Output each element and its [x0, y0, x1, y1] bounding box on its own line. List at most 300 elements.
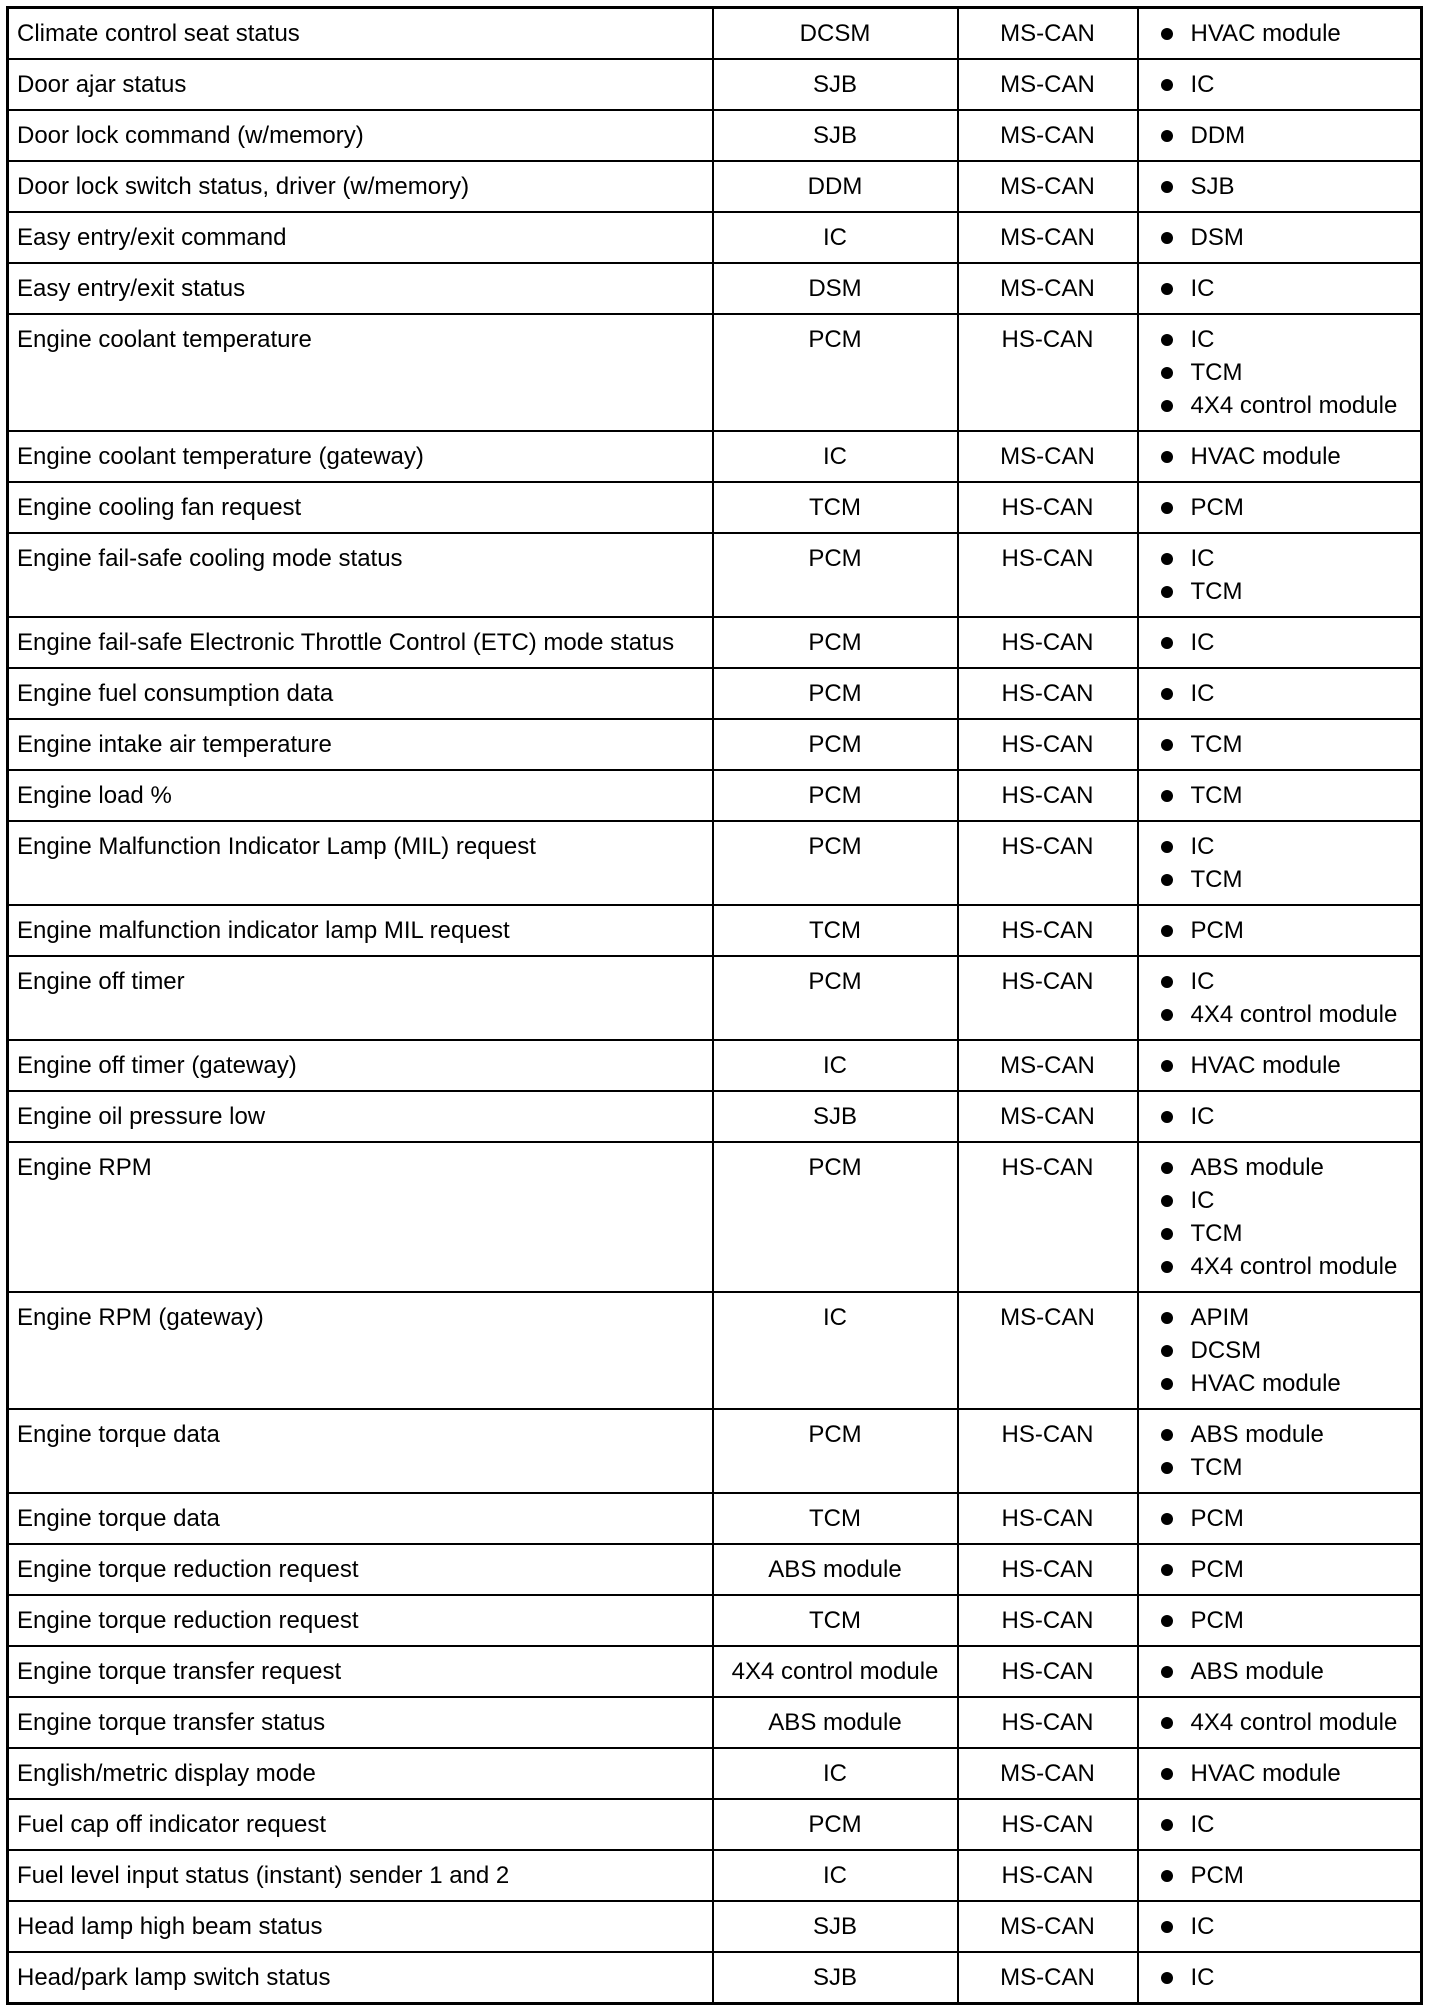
- receiving-module-label: IC: [1190, 275, 1215, 302]
- originating-module-cell: PCM: [713, 533, 958, 617]
- bullet-icon: [1161, 1819, 1173, 1831]
- originating-module-cell: 4X4 control module: [713, 1646, 958, 1697]
- receiving-modules-cell: [1138, 617, 1422, 668]
- receiving-modules-list: [1161, 1553, 1413, 1586]
- receiving-modules-list: [1161, 272, 1413, 305]
- network-cell: HS-CAN: [958, 1544, 1138, 1595]
- bullet-icon: [1161, 1768, 1173, 1780]
- list-item: [1161, 1808, 1413, 1841]
- message-cell: Engine RPM: [8, 1142, 713, 1292]
- bullet-icon: [1161, 1261, 1173, 1273]
- message-cell: Engine malfunction indicator lamp MIL request: [8, 905, 713, 956]
- network-cell: HS-CAN: [958, 314, 1138, 431]
- message-cell: Engine cooling fan request: [8, 482, 713, 533]
- bullet-icon: [1161, 283, 1173, 295]
- receiving-modules-list: [1161, 1706, 1413, 1739]
- list-item: [1161, 1655, 1413, 1688]
- message-cell: Engine off timer: [8, 956, 713, 1040]
- receiving-modules-cell: [1138, 1409, 1422, 1493]
- network-cell: MS-CAN: [958, 263, 1138, 314]
- list-item: [1161, 221, 1413, 254]
- bullet-icon: [1161, 1195, 1173, 1207]
- receiving-modules-list: [1161, 914, 1413, 947]
- network-cell: HS-CAN: [958, 770, 1138, 821]
- receiving-module-label: PCM: [1190, 1556, 1244, 1583]
- receiving-modules-list: [1161, 728, 1413, 761]
- list-item: [1161, 1706, 1413, 1739]
- receiving-module-label: HVAC module: [1190, 443, 1341, 470]
- receiving-module-label: 4X4 control module: [1190, 1001, 1398, 1028]
- receiving-module-label: ABS module: [1190, 1421, 1324, 1448]
- list-item: [1161, 1553, 1413, 1586]
- receiving-modules-list: [1161, 1910, 1413, 1943]
- network-cell: MS-CAN: [958, 161, 1138, 212]
- list-item: [1161, 1301, 1413, 1334]
- list-item: [1161, 1217, 1413, 1250]
- message-cell: Engine coolant temperature: [8, 314, 713, 431]
- receiving-module-label: TCM: [1190, 731, 1243, 758]
- receiving-modules-cell: [1138, 821, 1422, 905]
- list-item: [1161, 830, 1413, 863]
- network-cell: HS-CAN: [958, 1697, 1138, 1748]
- receiving-module-label: IC: [1190, 1103, 1215, 1130]
- network-cell: HS-CAN: [958, 1850, 1138, 1901]
- receiving-module-label: IC: [1190, 629, 1215, 656]
- receiving-modules-cell: [1138, 1142, 1422, 1292]
- message-cell: Engine coolant temperature (gateway): [8, 431, 713, 482]
- receiving-modules-list: [1161, 1808, 1413, 1841]
- message-cell: Engine torque data: [8, 1493, 713, 1544]
- bullet-icon: [1161, 1615, 1173, 1627]
- receiving-module-label: HVAC module: [1190, 1760, 1341, 1787]
- receiving-module-label: PCM: [1190, 1607, 1244, 1634]
- receiving-modules-list: [1161, 221, 1413, 254]
- table-row: [8, 533, 1422, 617]
- receiving-modules-list: [1161, 1100, 1413, 1133]
- receiving-module-label: IC: [1190, 1811, 1215, 1838]
- list-item: [1161, 1100, 1413, 1133]
- receiving-module-label: APIM: [1190, 1304, 1250, 1331]
- receiving-modules-cell: [1138, 1646, 1422, 1697]
- originating-module-cell: ABS module: [713, 1697, 958, 1748]
- originating-module-cell: IC: [713, 212, 958, 263]
- message-cell: Engine torque transfer request: [8, 1646, 713, 1697]
- network-cell: HS-CAN: [958, 905, 1138, 956]
- list-item: [1161, 1502, 1413, 1535]
- table-row: [8, 1646, 1422, 1697]
- message-cell: Easy entry/exit status: [8, 263, 713, 314]
- network-cell: HS-CAN: [958, 668, 1138, 719]
- bullet-icon: [1161, 1921, 1173, 1933]
- bullet-icon: [1161, 232, 1173, 244]
- receiving-modules-list: [1161, 677, 1413, 710]
- receiving-module-label: IC: [1190, 680, 1215, 707]
- receiving-module-label: HVAC module: [1190, 1370, 1341, 1397]
- originating-module-cell: SJB: [713, 1091, 958, 1142]
- bullet-icon: [1161, 1162, 1173, 1174]
- message-cell: Fuel level input status (instant) sender 1 and 2: [8, 1850, 713, 1901]
- receiving-modules-cell: [1138, 956, 1422, 1040]
- originating-module-cell: SJB: [713, 1901, 958, 1952]
- bullet-icon: [1161, 79, 1173, 91]
- originating-module-cell: TCM: [713, 1595, 958, 1646]
- receiving-modules-cell: [1138, 110, 1422, 161]
- bullet-icon: [1161, 1870, 1173, 1882]
- network-cell: HS-CAN: [958, 533, 1138, 617]
- list-item: [1161, 68, 1413, 101]
- message-cell: Head/park lamp switch status: [8, 1952, 713, 2004]
- table-row: [8, 668, 1422, 719]
- table-row: [8, 161, 1422, 212]
- network-cell: MS-CAN: [958, 1292, 1138, 1409]
- receiving-modules-cell: [1138, 1901, 1422, 1952]
- receiving-module-label: ABS module: [1190, 1154, 1324, 1181]
- originating-module-cell: PCM: [713, 314, 958, 431]
- receiving-module-label: IC: [1190, 1913, 1215, 1940]
- originating-module-cell: IC: [713, 1850, 958, 1901]
- receiving-module-label: PCM: [1190, 917, 1244, 944]
- originating-module-cell: ABS module: [713, 1544, 958, 1595]
- receiving-modules-list: [1161, 1655, 1413, 1688]
- network-cell: MS-CAN: [958, 212, 1138, 263]
- receiving-modules-cell: [1138, 482, 1422, 533]
- bullet-icon: [1161, 28, 1173, 40]
- receiving-modules-cell: [1138, 770, 1422, 821]
- receiving-modules-cell: [1138, 263, 1422, 314]
- receiving-modules-list: [1161, 626, 1413, 659]
- receiving-modules-list: [1161, 1961, 1413, 1994]
- originating-module-cell: PCM: [713, 1142, 958, 1292]
- list-item: [1161, 542, 1413, 575]
- bullet-icon: [1161, 925, 1173, 937]
- network-cell: HS-CAN: [958, 1595, 1138, 1646]
- receiving-modules-cell: [1138, 314, 1422, 431]
- receiving-module-label: IC: [1190, 1187, 1215, 1214]
- originating-module-cell: IC: [713, 1292, 958, 1409]
- originating-module-cell: PCM: [713, 668, 958, 719]
- list-item: [1161, 1961, 1413, 1994]
- message-cell: Engine oil pressure low: [8, 1091, 713, 1142]
- list-item: [1161, 389, 1413, 422]
- table-body: [8, 8, 1422, 2004]
- network-cell: MS-CAN: [958, 1952, 1138, 2004]
- originating-module-cell: IC: [713, 431, 958, 482]
- message-cell: Head lamp high beam status: [8, 1901, 713, 1952]
- bullet-icon: [1161, 334, 1173, 346]
- network-cell: HS-CAN: [958, 1409, 1138, 1493]
- originating-module-cell: TCM: [713, 905, 958, 956]
- message-cell: Engine off timer (gateway): [8, 1040, 713, 1091]
- message-cell: Engine fail-safe cooling mode status: [8, 533, 713, 617]
- receiving-module-label: 4X4 control module: [1190, 392, 1398, 419]
- receiving-modules-cell: [1138, 1091, 1422, 1142]
- receiving-modules-list: [1161, 542, 1413, 608]
- bullet-icon: [1161, 130, 1173, 142]
- list-item: [1161, 1757, 1413, 1790]
- message-cell: Fuel cap off indicator request: [8, 1799, 713, 1850]
- network-cell: MS-CAN: [958, 431, 1138, 482]
- receiving-modules-list: [1161, 830, 1413, 896]
- list-item: [1161, 356, 1413, 389]
- originating-module-cell: SJB: [713, 59, 958, 110]
- message-cell: Engine intake air temperature: [8, 719, 713, 770]
- list-item: [1161, 1910, 1413, 1943]
- receiving-modules-cell: [1138, 212, 1422, 263]
- receiving-module-label: TCM: [1190, 1220, 1243, 1247]
- list-item: [1161, 1367, 1413, 1400]
- list-item: [1161, 1151, 1413, 1184]
- receiving-modules-cell: [1138, 1040, 1422, 1091]
- originating-module-cell: PCM: [713, 719, 958, 770]
- network-cell: MS-CAN: [958, 1901, 1138, 1952]
- message-cell: Engine torque reduction request: [8, 1544, 713, 1595]
- table-row: [8, 314, 1422, 431]
- message-cell: Door lock switch status, driver (w/memory): [8, 161, 713, 212]
- receiving-modules-list: [1161, 779, 1413, 812]
- originating-module-cell: DDM: [713, 161, 958, 212]
- table-row: [8, 1292, 1422, 1409]
- receiving-modules-cell: [1138, 1697, 1422, 1748]
- originating-module-cell: TCM: [713, 482, 958, 533]
- message-cell: Engine Malfunction Indicator Lamp (MIL) request: [8, 821, 713, 905]
- receiving-modules-cell: [1138, 8, 1422, 60]
- bullet-icon: [1161, 841, 1173, 853]
- receiving-modules-list: [1161, 17, 1413, 50]
- list-item: [1161, 491, 1413, 524]
- bullet-icon: [1161, 586, 1173, 598]
- receiving-module-label: HVAC module: [1190, 1052, 1341, 1079]
- bullet-icon: [1161, 1564, 1173, 1576]
- message-cell: Door lock command (w/memory): [8, 110, 713, 161]
- receiving-modules-list: [1161, 1049, 1413, 1082]
- receiving-module-label: IC: [1190, 833, 1215, 860]
- bullet-icon: [1161, 688, 1173, 700]
- table-row: [8, 263, 1422, 314]
- table-row: [8, 1142, 1422, 1292]
- list-item: [1161, 1250, 1413, 1283]
- bullet-icon: [1161, 1060, 1173, 1072]
- message-cell: Engine fuel consumption data: [8, 668, 713, 719]
- bullet-icon: [1161, 874, 1173, 886]
- table-row: [8, 617, 1422, 668]
- bullet-icon: [1161, 637, 1173, 649]
- list-item: [1161, 323, 1413, 356]
- receiving-module-label: TCM: [1190, 359, 1243, 386]
- bullet-icon: [1161, 739, 1173, 751]
- network-cell: HS-CAN: [958, 956, 1138, 1040]
- table-row: [8, 8, 1422, 60]
- message-cell: Engine fail-safe Electronic Throttle Control (ETC) mode status: [8, 617, 713, 668]
- receiving-modules-cell: [1138, 59, 1422, 110]
- originating-module-cell: PCM: [713, 617, 958, 668]
- bullet-icon: [1161, 1972, 1173, 1984]
- network-cell: MS-CAN: [958, 59, 1138, 110]
- message-cell: Easy entry/exit command: [8, 212, 713, 263]
- bullet-icon: [1161, 1429, 1173, 1441]
- table-row: [8, 770, 1422, 821]
- receiving-modules-list: [1161, 1757, 1413, 1790]
- list-item: [1161, 1049, 1413, 1082]
- network-cell: HS-CAN: [958, 719, 1138, 770]
- receiving-modules-cell: [1138, 431, 1422, 482]
- receiving-modules-cell: [1138, 905, 1422, 956]
- network-cell: HS-CAN: [958, 1493, 1138, 1544]
- bullet-icon: [1161, 1345, 1173, 1357]
- receiving-modules-list: [1161, 1604, 1413, 1637]
- list-item: [1161, 119, 1413, 152]
- receiving-module-label: DDM: [1190, 122, 1246, 149]
- originating-module-cell: PCM: [713, 1799, 958, 1850]
- message-cell: Engine RPM (gateway): [8, 1292, 713, 1409]
- table-row: [8, 1748, 1422, 1799]
- receiving-modules-list: [1161, 1859, 1413, 1892]
- receiving-module-label: IC: [1190, 71, 1215, 98]
- receiving-module-label: IC: [1190, 326, 1215, 353]
- network-cell: HS-CAN: [958, 821, 1138, 905]
- originating-module-cell: DCSM: [713, 8, 958, 60]
- receiving-module-label: IC: [1190, 545, 1215, 572]
- network-cell: HS-CAN: [958, 1142, 1138, 1292]
- list-item: [1161, 272, 1413, 305]
- originating-module-cell: IC: [713, 1040, 958, 1091]
- receiving-modules-cell: [1138, 1493, 1422, 1544]
- receiving-module-label: ABS module: [1190, 1658, 1324, 1685]
- receiving-modules-cell: [1138, 533, 1422, 617]
- list-item: [1161, 575, 1413, 608]
- bullet-icon: [1161, 976, 1173, 988]
- table-row: [8, 212, 1422, 263]
- receiving-modules-list: [1161, 170, 1413, 203]
- receiving-module-label: PCM: [1190, 1862, 1244, 1889]
- receiving-modules-list: [1161, 1151, 1413, 1283]
- network-cell: MS-CAN: [958, 8, 1138, 60]
- network-message-table: [6, 6, 1423, 2005]
- receiving-modules-cell: [1138, 1799, 1422, 1850]
- network-cell: MS-CAN: [958, 1091, 1138, 1142]
- list-item: [1161, 1451, 1413, 1484]
- message-cell: Engine torque reduction request: [8, 1595, 713, 1646]
- receiving-modules-list: [1161, 440, 1413, 473]
- table-row: [8, 482, 1422, 533]
- bullet-icon: [1161, 790, 1173, 802]
- originating-module-cell: PCM: [713, 1409, 958, 1493]
- originating-module-cell: PCM: [713, 821, 958, 905]
- table-row: [8, 1850, 1422, 1901]
- bullet-icon: [1161, 1513, 1173, 1525]
- originating-module-cell: SJB: [713, 1952, 958, 2004]
- bullet-icon: [1161, 1378, 1173, 1390]
- message-cell: Door ajar status: [8, 59, 713, 110]
- list-item: [1161, 1334, 1413, 1367]
- bullet-icon: [1161, 1462, 1173, 1474]
- message-cell: Climate control seat status: [8, 8, 713, 60]
- originating-module-cell: IC: [713, 1748, 958, 1799]
- receiving-module-label: PCM: [1190, 1505, 1244, 1532]
- receiving-module-label: 4X4 control module: [1190, 1709, 1398, 1736]
- bullet-icon: [1161, 367, 1173, 379]
- receiving-modules-list: [1161, 68, 1413, 101]
- list-item: [1161, 1184, 1413, 1217]
- receiving-modules-cell: [1138, 1292, 1422, 1409]
- receiving-module-label: DCSM: [1190, 1337, 1262, 1364]
- bullet-icon: [1161, 553, 1173, 565]
- receiving-module-label: PCM: [1190, 494, 1244, 521]
- receiving-module-label: TCM: [1190, 1454, 1243, 1481]
- network-cell: MS-CAN: [958, 110, 1138, 161]
- list-item: [1161, 965, 1413, 998]
- list-item: [1161, 1859, 1413, 1892]
- receiving-module-label: IC: [1190, 1964, 1215, 1991]
- list-item: [1161, 1418, 1413, 1451]
- receiving-modules-list: [1161, 965, 1413, 1031]
- network-cell: HS-CAN: [958, 1799, 1138, 1850]
- bullet-icon: [1161, 1717, 1173, 1729]
- list-item: [1161, 626, 1413, 659]
- network-cell: MS-CAN: [958, 1040, 1138, 1091]
- originating-module-cell: DSM: [713, 263, 958, 314]
- table-row: [8, 905, 1422, 956]
- network-cell: HS-CAN: [958, 482, 1138, 533]
- message-cell: Engine torque data: [8, 1409, 713, 1493]
- table-row: [8, 1901, 1422, 1952]
- list-item: [1161, 998, 1413, 1031]
- receiving-modules-cell: [1138, 1544, 1422, 1595]
- receiving-modules-cell: [1138, 1748, 1422, 1799]
- table-row: [8, 1544, 1422, 1595]
- table-row: [8, 59, 1422, 110]
- receiving-modules-list: [1161, 323, 1413, 422]
- table-row: [8, 1409, 1422, 1493]
- receiving-modules-cell: [1138, 1850, 1422, 1901]
- originating-module-cell: SJB: [713, 110, 958, 161]
- receiving-modules-cell: [1138, 668, 1422, 719]
- table-row: [8, 719, 1422, 770]
- originating-module-cell: PCM: [713, 770, 958, 821]
- receiving-module-label: DSM: [1190, 224, 1244, 251]
- table-row: [8, 1091, 1422, 1142]
- network-cell: MS-CAN: [958, 1748, 1138, 1799]
- table-row: [8, 1595, 1422, 1646]
- receiving-module-label: SJB: [1190, 173, 1235, 200]
- message-cell: English/metric display mode: [8, 1748, 713, 1799]
- table-row: [8, 821, 1422, 905]
- bullet-icon: [1161, 1228, 1173, 1240]
- originating-module-cell: TCM: [713, 1493, 958, 1544]
- originating-module-cell: PCM: [713, 956, 958, 1040]
- bullet-icon: [1161, 1009, 1173, 1021]
- bullet-icon: [1161, 400, 1173, 412]
- list-item: [1161, 779, 1413, 812]
- message-cell: Engine load %: [8, 770, 713, 821]
- bullet-icon: [1161, 1312, 1173, 1324]
- receiving-module-label: IC: [1190, 968, 1215, 995]
- receiving-modules-cell: [1138, 719, 1422, 770]
- receiving-module-label: 4X4 control module: [1190, 1253, 1398, 1280]
- bullet-icon: [1161, 502, 1173, 514]
- message-cell: Engine torque transfer status: [8, 1697, 713, 1748]
- table-row: [8, 1952, 1422, 2004]
- list-item: [1161, 1604, 1413, 1637]
- bullet-icon: [1161, 451, 1173, 463]
- table-row: [8, 956, 1422, 1040]
- receiving-module-label: HVAC module: [1190, 20, 1341, 47]
- receiving-modules-list: [1161, 119, 1413, 152]
- network-cell: HS-CAN: [958, 1646, 1138, 1697]
- receiving-modules-list: [1161, 1502, 1413, 1535]
- table-row: [8, 1493, 1422, 1544]
- table-row: [8, 1697, 1422, 1748]
- list-item: [1161, 728, 1413, 761]
